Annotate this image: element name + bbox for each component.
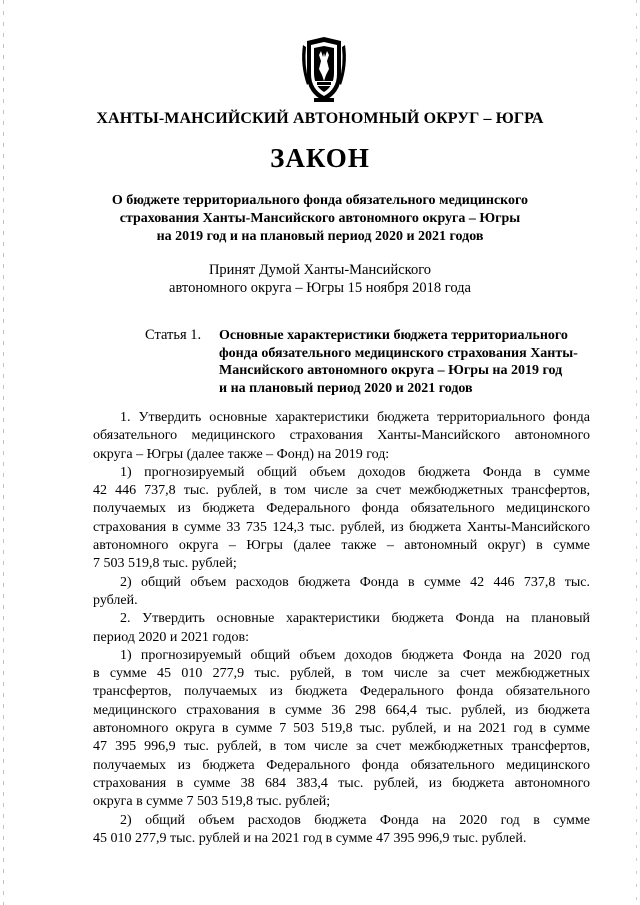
body-line: 2) общий объем расходов бюджета Фонда в сумме 42 446 737,8 тыс. [120, 574, 590, 590]
article-heading [145, 327, 585, 397]
article-title-line: Мансийского автономного округа – Югры на 2019 год [219, 363, 563, 378]
adoption-line: автономного округа – Югры 15 ноября 2018 года [169, 280, 471, 296]
body-line: 1) прогнозируемый общий объем доходов бюджета Фонда в сумме [120, 464, 590, 480]
body-line: 1) прогнозируемый общий объем доходов бюджета Фонда на 2020 год [120, 647, 590, 663]
coat-of-arms-emblem [297, 35, 351, 107]
article-title-line: Основные характеристики бюджета территориального [219, 328, 568, 343]
body-line: период 2020 и 2021 годов: [93, 629, 250, 645]
law-title-line: О бюджете территориального фонда обязательного медицинского [111, 193, 529, 208]
body-line: трансфертов, получаемых из бюджета Федерального фонда обязательного [93, 684, 590, 700]
body-line: получаемых из бюджета Федерального фонда обязательного медицинского [93, 757, 590, 773]
adoption-line: Принят Думой Ханты-Мансийского [208, 262, 432, 278]
body-line: округа – Югры (далее также – Фонд) на 2019 год: [93, 446, 390, 462]
body-line: рублей. [93, 592, 138, 608]
article-title-line: и на плановый период 2020 и 2021 годов [219, 380, 473, 396]
body-line: автономного округа – Югры (далее также – автономный округ) в сумме [93, 538, 590, 554]
body-line: 47 395 996,9 тыс. рублей, в том числе за счет межбюджетных трансфертов, [93, 739, 590, 755]
body-line: округа в сумме 7 503 519,8 тыс. рублей; [93, 794, 331, 810]
document-type: ЗАКОН [270, 143, 370, 173]
scan-edge-right [636, 0, 637, 905]
body-line: страхования в сумме 38 684 383,4 тыс. рублей, из бюджета автономного [93, 775, 590, 791]
scan-edge-left [3, 0, 4, 905]
article-body [93, 409, 590, 848]
adoption-note [40, 261, 600, 297]
body-line: 1. Утвердить основные характеристики бюджета территориального фонда [120, 410, 590, 425]
region-name: ХАНТЫ-МАНСИЙСКИЙ АВТОНОМНЫЙ ОКРУГ – ЮГРА [96, 110, 544, 127]
body-line: 42 446 737,8 тыс. рублей, в том числе за счет межбюджетных трансфертов, [93, 483, 590, 499]
body-line: 2) общий объем расходов бюджета Фонда на 2020 год в сумме [120, 812, 590, 828]
body-line: автономного округа в сумме 7 503 519,8 тыс. рублей, и на 2021 год в сумме [93, 721, 590, 737]
body-line: получаемых из бюджета Федерального фонда обязательного медицинского [93, 501, 590, 517]
body-line: 45 010 277,9 тыс. рублей и на 2021 год в сумме 47 395 996,9 тыс. рублей. [93, 830, 527, 846]
law-title-line: на 2019 год и на плановый период 2020 и 2021 годов [156, 229, 484, 244]
article-number: Статья 1. [145, 327, 202, 343]
body-line: обязательного медицинского страхования Ханты-Мансийского автономного [93, 428, 590, 444]
law-title [40, 192, 600, 246]
body-line: 2. Утвердить основные характеристики бюджета Фонда на плановый [120, 611, 590, 627]
body-line: страхования в сумме 33 735 124,3 тыс. рублей, из бюджета Ханты-Мансийского [93, 519, 590, 535]
body-line: в сумме 45 010 277,9 тыс. рублей, в том числе за счет межбюджетных [93, 666, 590, 682]
law-title-line: страхования Ханты-Мансийского автономного округа – Югры [119, 211, 521, 226]
body-line: 7 503 519,8 тыс. рублей; [93, 556, 237, 572]
body-line: медицинского страхования в сумме 36 298 664,4 тыс. рублей, из бюджета [93, 702, 590, 718]
article-title-line: фонда обязательного медицинского страхования Ханты- [219, 345, 578, 361]
